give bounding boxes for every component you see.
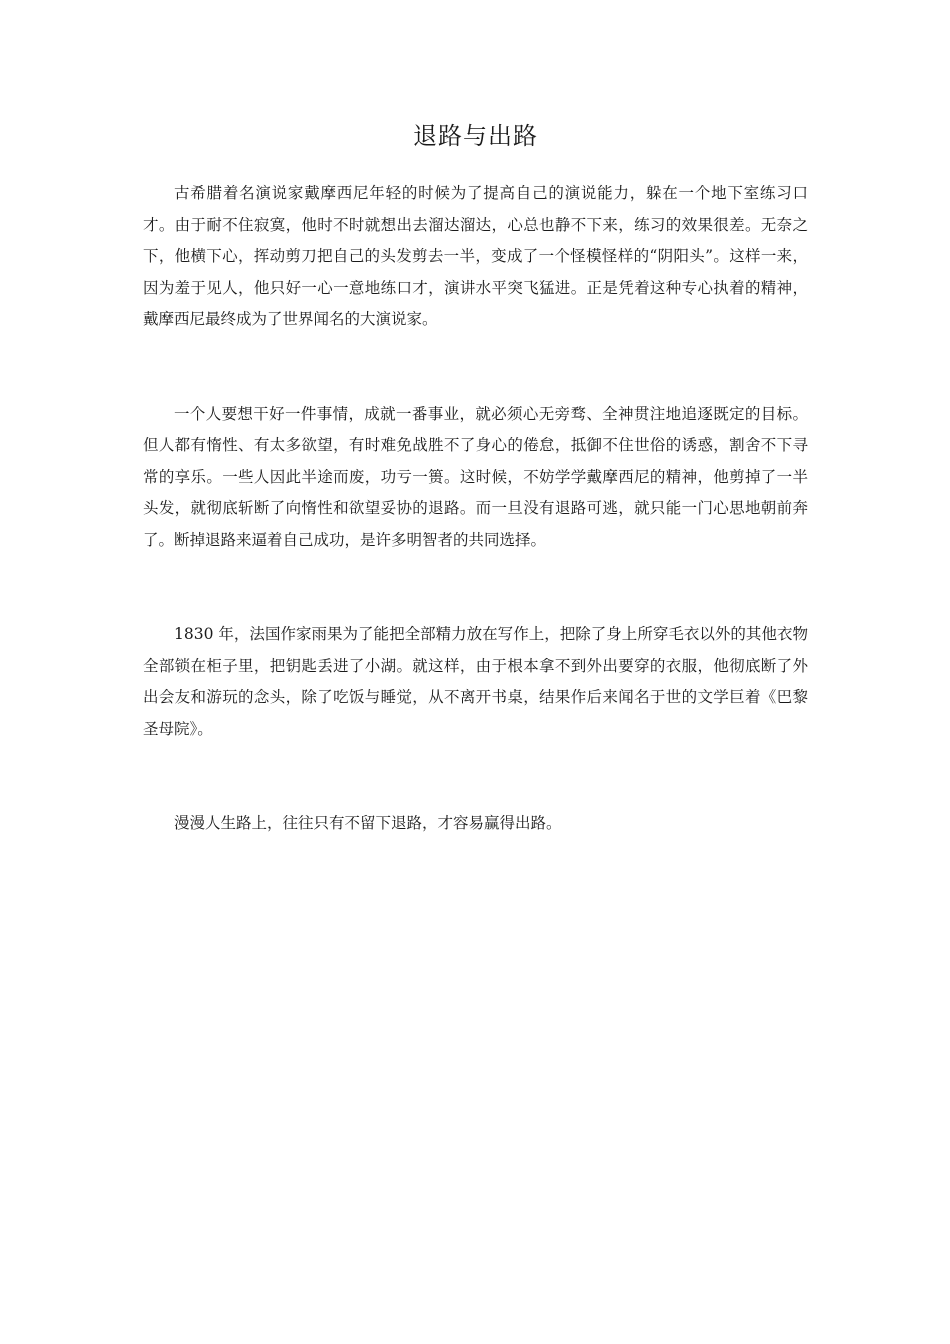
paragraph-gap [143,745,808,808]
paragraph-gap [143,556,808,619]
page-title: 退路与出路 [413,122,538,150]
paragraph-3: 1830 年，法国作家雨果为了能把全部精力放在写作上，把除了身上所穿毛衣以外的其他衣物全部锁在柜子里，把钥匙丢进了小湖。就这样，由于根本拿不到外出要穿的衣服，他彻底断了外出会友和游玩的念头，除了吃饭与睡觉，从不离开书桌，结果作后来闻名于世的文学巨着《巴黎圣母院》。 [143,625,808,738]
paragraph-gap [143,336,808,399]
paragraph-4: 漫漫人生路上，往往只有不留下退路，才容易赢得出路。 [174,814,562,832]
paragraph-1: 古希腊着名演说家戴摩西尼年轻的时候为了提高自己的演说能力，躲在一个地下室练习口才。由于耐不住寂寞，他时不时就想出去溜达溜达，心总也静不下来，练习的效果很差。无奈之下，他横下心，挥动剪刀把自己的头发剪去一半，变成了一个怪模怪样的“阴阳头”。这样一来，因为羞于见人，他只好一心一意地练口才，演讲水平突飞猛进。正是凭着这种专心执着的精神，戴摩西尼最终成为了世界闻名的大演说家。 [143,184,808,328]
document-page [143,118,808,840]
paragraph-2: 一个人要想干好一件事情，成就一番事业，就必须心无旁骛、全神贯注地追逐既定的目标。但人都有惰性、有太多欲望，有时难免战胜不了身心的倦怠，抵御不住世俗的诱惑，割舍不下寻常的享乐。一些人因此半途而废，功亏一篑。这时候，不妨学学戴摩西尼的精神，他剪掉了一半头发，就彻底斩断了向惰性和欲望妥协的退路。而一旦没有退路可逃，就只能一门心思地朝前奔了。断掉退路来逼着自己成功，是许多明智者的共同选择。 [143,404,808,549]
